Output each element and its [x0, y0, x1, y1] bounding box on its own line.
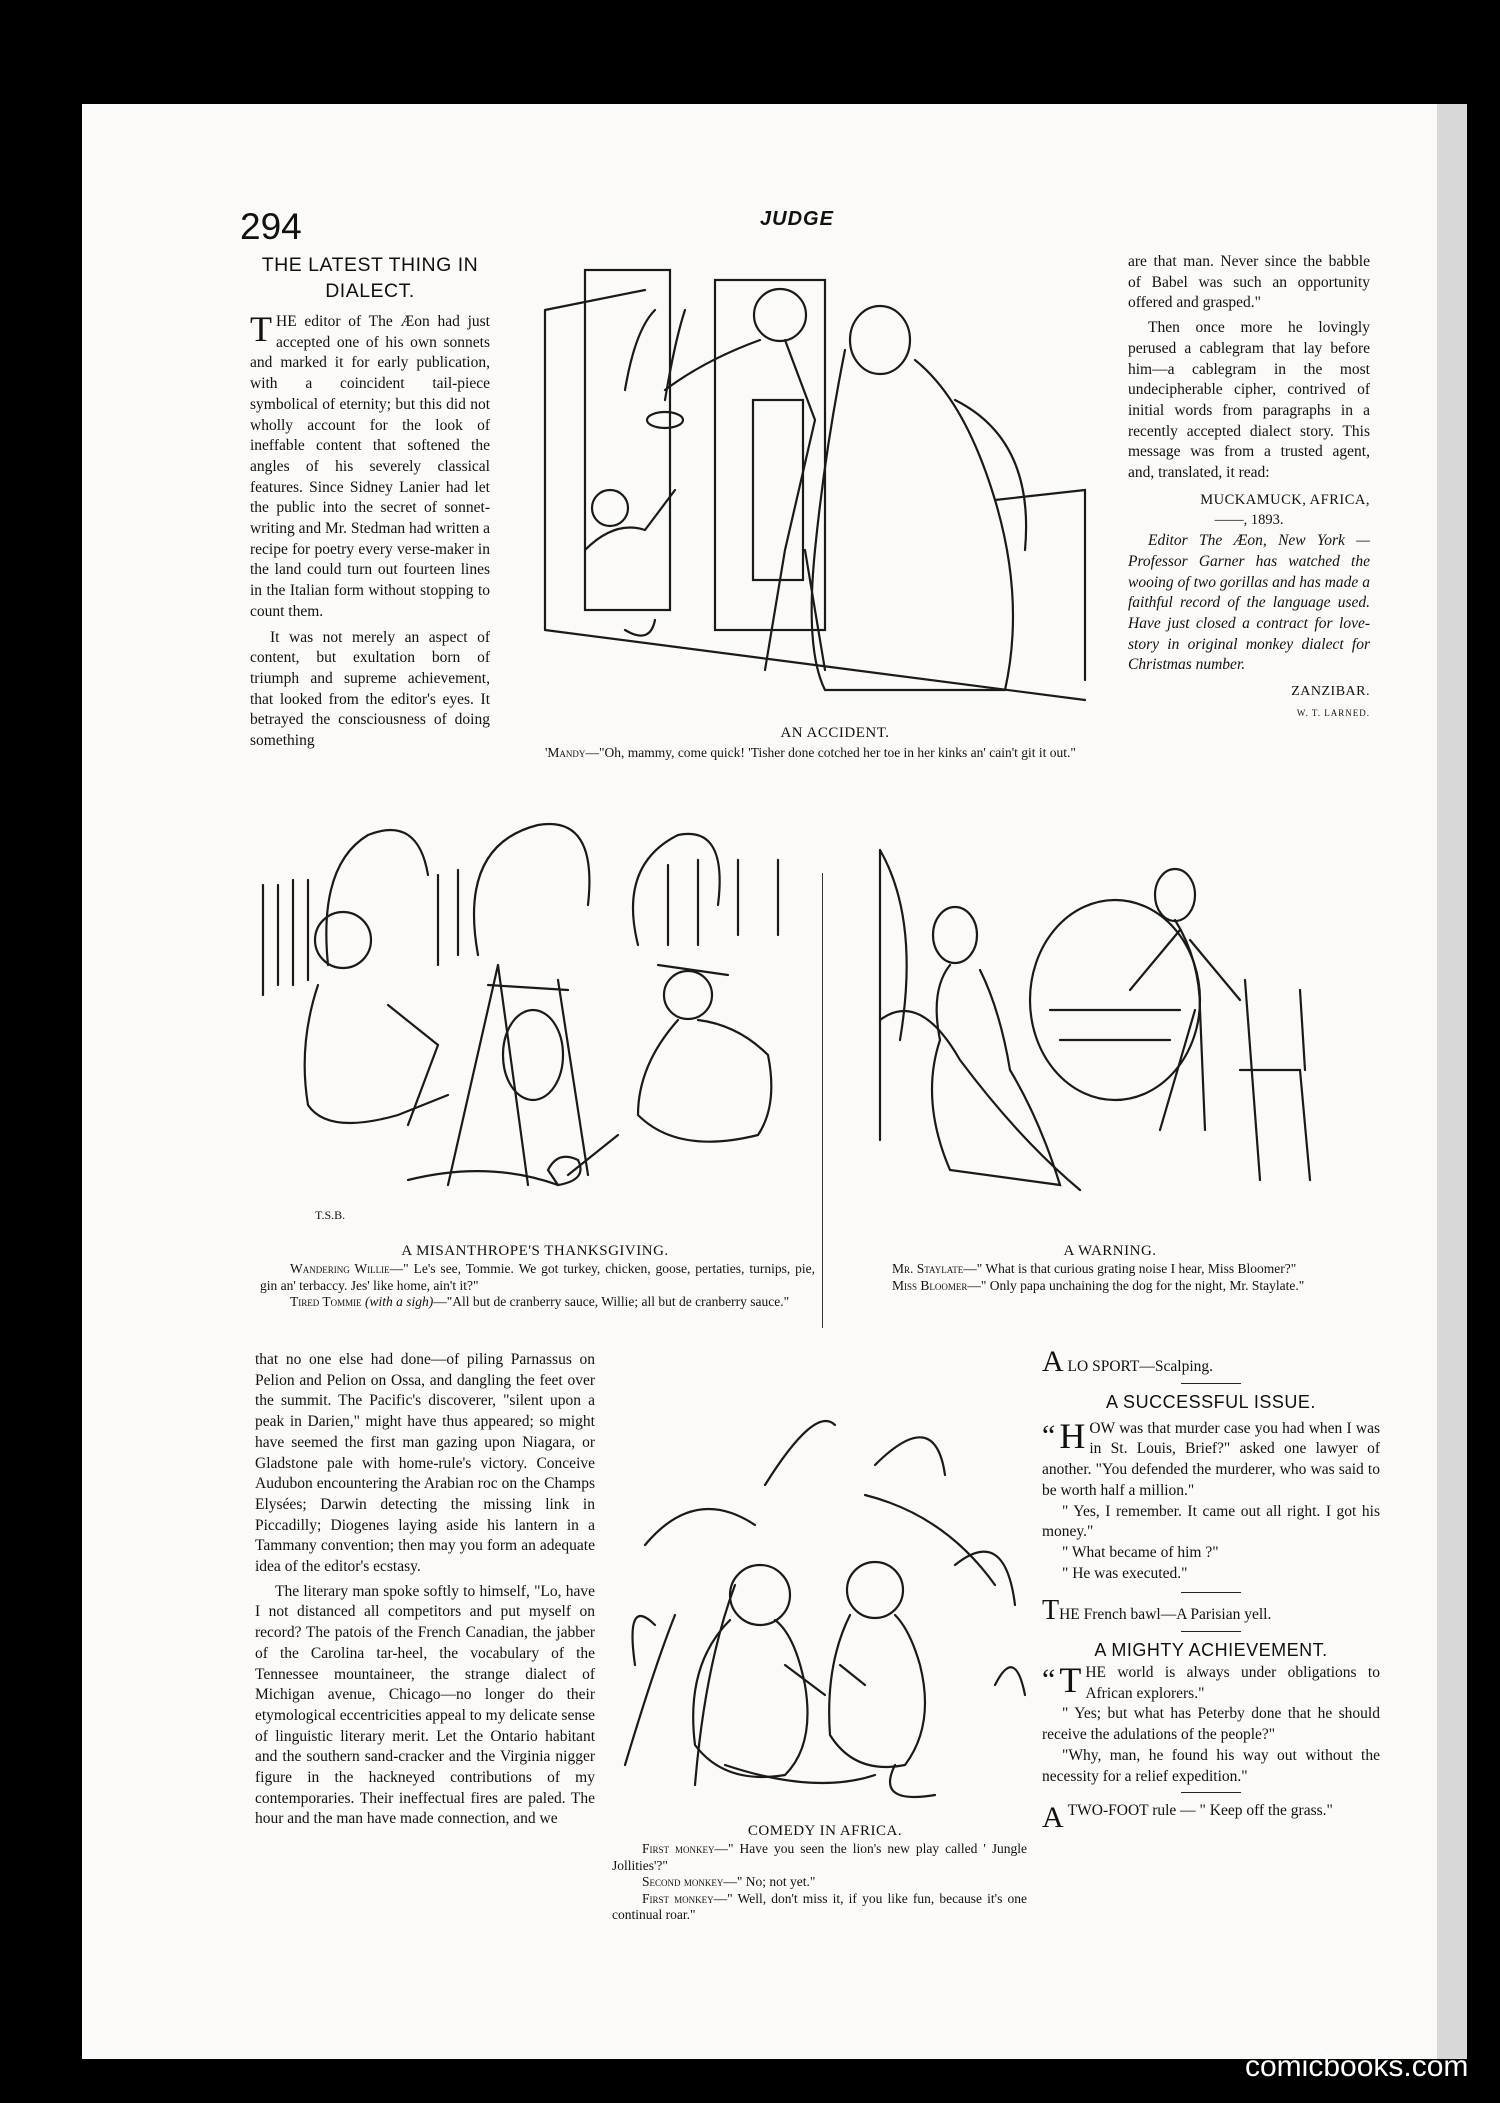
article-column-top: [250, 252, 490, 752]
dateline-year: ——, 1893.: [1214, 512, 1284, 529]
dateline-place: MUCKAMUCK, AFRICA,: [1200, 491, 1370, 508]
mighty-achievement-p3: "Why, man, he found his way out without the necessity for a relief expedition.": [1042, 1746, 1380, 1785]
rule: [1181, 1631, 1241, 1632]
successful-issue-p4: " He was executed.": [1062, 1564, 1188, 1582]
warning-illustration: [860, 840, 1355, 1230]
mighty-achievement-title: A MIGHTY ACHIEVEMENT.: [1094, 1640, 1328, 1661]
mighty-achievement-p2: " Yes; but what has Peterby done that he should receive the adulations of the people?": [1042, 1705, 1380, 1744]
article-title: THE LATEST THING IN DIALECT.: [261, 254, 479, 302]
article-paragraph-5: are that man. Never since the babble of Babel was such an opportunity offered and grasped.": [1128, 253, 1370, 312]
drop-cap: T: [250, 309, 272, 349]
article-column-bottom: [255, 1350, 595, 1830]
cartoon-divider: [822, 873, 823, 1328]
successful-issue-p3: " What became of him ?": [1062, 1543, 1219, 1561]
misanthrope-caption: Wandering Willie—" Le's see, Tommie. We got turkey, chicken, goose, pertaties, turnips, pie, gin an' terbaccy. Jes' like home, ain't it?" Tired Tommie (with a sigh)—"All but de cranberry sauce, Willie; all but de cranberry sauce.": [260, 1261, 815, 1309]
page-spine: [1437, 104, 1467, 2059]
mighty-achievement-p1: “ T HE world is always under obligations to African explorers.": [1042, 1660, 1380, 1702]
warning-caption: Mr. Staylate—" What is that curious grating noise I hear, Miss Bloomer?" Miss Bloomer—" Only papa unchaining the dog for the night, Mr. Staylate.": [892, 1261, 1305, 1293]
watermark: comicbooks.com: [1245, 2050, 1469, 2083]
rule: [1181, 1792, 1241, 1793]
successful-issue-p2: " Yes, I remember. It came out all right. I got his money.": [1042, 1502, 1380, 1541]
joke-french-bawl: THE French bawl—A Parisian yell.: [1042, 1595, 1272, 1627]
article-paragraph-7: Editor The Æon, New York — Professor Garner has watched the wooing of two gorillas and has made a faithful record of the language used. Have just closed a contract for love-story in original monkey dialect for Christmas number.: [1128, 532, 1370, 674]
misanthrope-illustration: [258, 805, 813, 1220]
comedy-illustration: [615, 1365, 1030, 1820]
article-paragraph-1: THE editor of The Æon had just accepted one of his own sonnets and marked it for early publication, with a coincident tail-piece symbolical of eternity; but this did not wholly account for the look of ineffable content that softened the angles of his severely classical features. Since Sidney Lanier had let the public into the secret of sonnet-writing and Mr. Stedman had written a recipe for poetry every verse-maker in the land could turn out fourteen lines in the Italian form without stopping to count them.: [250, 309, 490, 620]
comedy-caption: First monkey—" Have you seen the lion's new play called ' Jungle Jollities'?" Second monkey—" No; not yet." First monkey—" Well, don't miss it, if you like fun, because it's one continual roar.": [612, 1841, 1027, 1922]
joke-two-foot-rule: ATWO-FOOT rule — " Keep off the grass.": [1042, 1801, 1333, 1835]
byline: W. T. LARNED.: [1296, 707, 1370, 718]
article-paragraph-3: that no one else had done—of piling Parnassus on Pelion and Pelion on Ossa, and dangling the feet over the summit. The Pacific's discoverer, "silent upon a peak in Darien," might have thus appeared; so might have seemed the first man gazing upon Niagara, or Gladstone pale with home-rule's victory. Conceive Audubon encountering the Arabian roc on the Champs Elysées; Darwin detecting the missing link in Piccadilly; Diogenes laying aside his lantern in a Tammany convention; then may you form an adequate idea of the editor's ecstasy.: [255, 1351, 595, 1576]
comedy-title: COMEDY IN AFRICA.: [747, 1823, 903, 1839]
successful-issue-p1: “ H OW was that murder case you had when I was in St. Louis, Brief?" asked one lawyer of another. "You defended the murderer, who was said to be worth half a million.": [1042, 1415, 1380, 1499]
accident-illustration: [525, 250, 1105, 725]
warning-title: A WARNING.: [1063, 1243, 1157, 1259]
rule: [1181, 1592, 1241, 1593]
misanthrope-signature: T.S.B.: [315, 1208, 346, 1222]
article-paragraph-2: It was not merely an aspect of content, but exultation born of triumph and supreme achievement, that looked from the editor's eyes. It betrayed the consciousness of doing something: [250, 628, 490, 750]
successful-issue-title: A SUCCESSFUL ISSUE.: [1106, 1391, 1316, 1412]
misanthrope-title: A MISANTHROPE'S THANKSGIVING.: [401, 1243, 669, 1259]
accident-title: AN ACCIDENT.: [780, 725, 890, 741]
page-number: 294: [240, 206, 302, 247]
jokes-column: [1042, 1345, 1380, 1835]
joke-lo-sport: A LO SPORT—Scalping.: [1042, 1345, 1214, 1378]
signoff: ZANZIBAR.: [1291, 684, 1370, 700]
article-paragraph-4: The literary man spoke softly to himself, "Lo, have I not distanced all competitors and put myself on record? The patois of the French Canadian, the jabber of the Carolina tar-heel, the vocabulary of the Tennessee mountaineer, the strange dialect of Michigan avenue, Chicago—no longer do their etymological eccentricities appeal to my delicate sense of linguistic literary merit. Let the Ontario habitant and the southern sand-cracker and the Virginia nigger figure in the hackneyed contributions of my contemporaries. Their ineffectual fires are paled. The hour and the man have made connection, and we: [255, 1582, 595, 1828]
article-paragraph-6: Then once more he lovingly perused a cablegram that lay before him—a cablegram in the most undecipherable cipher, contrived of initial words from paragraphs in a recently accepted dialect story. This message was from a trusted agent, and, translated, it read:: [1128, 319, 1370, 482]
running-head: JUDGE: [760, 208, 834, 230]
accident-caption: 'Mandy—"Oh, mammy, come quick! 'Tisher done cotched her toe in her kinks an' cain't git it out.": [545, 745, 1076, 760]
rule: [1181, 1383, 1241, 1384]
article-column-right: [1128, 252, 1370, 723]
